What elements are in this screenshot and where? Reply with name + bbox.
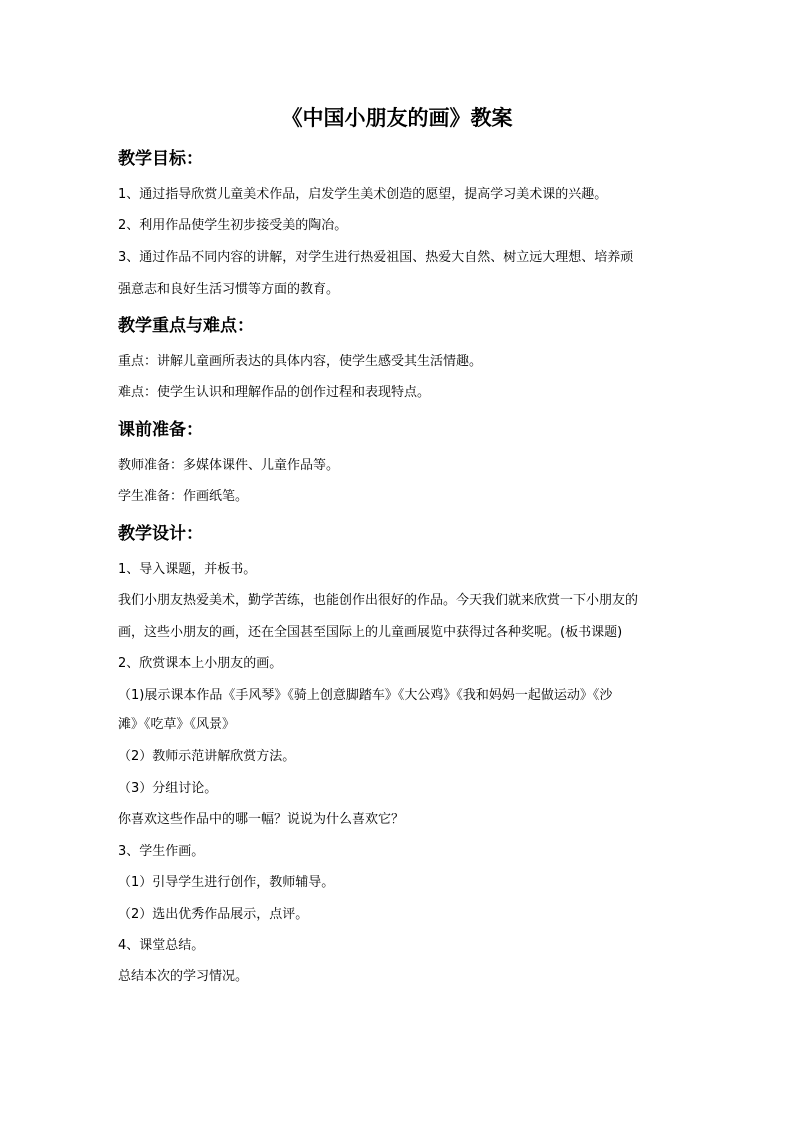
key-point-difficulty: 难点：使学生认识和理解作品的创作过程和表现特点。 [118, 385, 431, 400]
design-step-1-text: 我们小朋友热爱美术，勤学苦练，也能创作出很好的作品。今天我们就来欣赏一下小朋友的 [118, 593, 639, 608]
objectives-item-3-continued: 强意志和良好生活习惯等方面的教育。 [118, 282, 340, 297]
key-point-focus: 重点：讲解儿童画所表达的具体内容，使学生感受其生活情趣。 [118, 354, 483, 369]
preparation-student: 学生准备：作画纸笔。 [118, 489, 249, 504]
objectives-item-2: 2、利用作品使学生初步接受美的陶冶。 [118, 218, 348, 233]
key-points-heading: 教学重点与难点： [118, 316, 254, 336]
document-title: 《中国小朋友的画》教案 [281, 105, 513, 130]
preparation-heading: 课前准备： [118, 420, 203, 440]
design-heading: 教学设计： [118, 524, 203, 544]
objectives-item-1: 1、通过指导欣赏儿童美术作品，启发学生美术创造的愿望，提高学习美术课的兴趣。 [118, 187, 608, 202]
design-step-1: 1、导入课题，并板书。 [118, 562, 257, 577]
objectives-heading: 教学目标： [118, 149, 203, 169]
design-step-3-sub-1: （1）引导学生进行创作，教师辅导。 [118, 875, 335, 890]
design-step-2-sub-1: （1)展示课本作品《手风琴》《骑上创意脚踏车》《大公鸡》《我和妈妈一起做运动》《沙 [118, 688, 613, 703]
design-step-2: 2、欣赏课本上小朋友的画。 [118, 656, 283, 671]
design-step-2-sub-1-continued: 滩》《吃草》《风景》 [118, 717, 236, 732]
design-step-3: 3、学生作画。 [118, 844, 205, 859]
design-step-2-question: 你喜欢这些作品中的哪一幅？说说为什么喜欢它？ [118, 812, 405, 827]
design-step-4: 4、课堂总结。 [118, 938, 205, 953]
design-step-2-sub-3: （3）分组讨论。 [118, 781, 218, 796]
design-step-3-sub-2: （2）选出优秀作品展示，点评。 [118, 907, 309, 922]
design-step-4-text: 总结本次的学习情况。 [118, 969, 249, 984]
design-step-1-text-continued: 画，这些小朋友的画，还在全国甚至国际上的儿童画展览中获得过各种奖呢。(板书课题) [118, 625, 623, 640]
design-step-2-sub-2: （2）教师示范讲解欣赏方法。 [118, 749, 296, 764]
objectives-item-3: 3、通过作品不同内容的讲解，对学生进行热爱祖国、热爱大自然、树立远大理想、培养顽 [118, 250, 634, 265]
preparation-teacher: 教师准备：多媒体课件、儿童作品等。 [118, 458, 340, 473]
